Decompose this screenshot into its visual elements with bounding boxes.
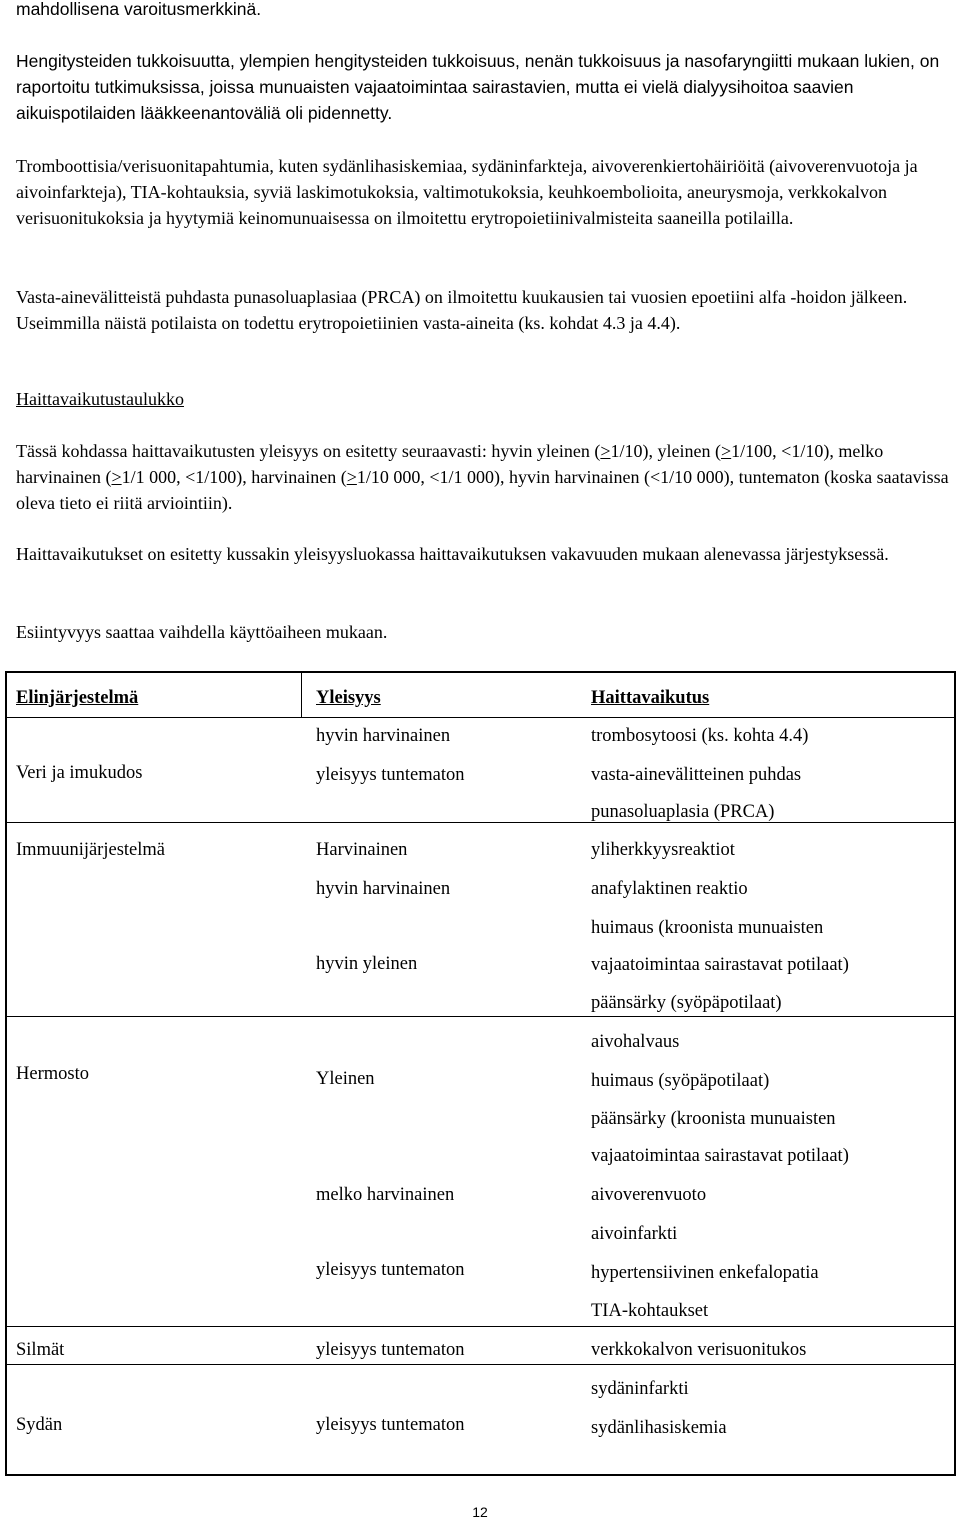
organ-blood: Veri ja imukudos: [16, 763, 143, 783]
row-divider: [7, 1364, 954, 1365]
adverse-reaction: yliherkkyysreaktiot: [591, 840, 735, 860]
paragraph-frequency-definitions: Tässä kohdassa haittavaikutusten yleisyys on esitetty seuraavasti: hyvin yleinen (>1/10), yleinen (>1/100, <1/10), melko harvinainen (>1/1 000, <1/100), harvinainen (>1/10 000, <1/1 000), hyvin harvinainen (<1/10 000), tuntematon (koska saatavissa oleva tieto ei riitä arviointiin).: [16, 441, 949, 513]
adverse-reactions-table: [5, 671, 956, 1476]
adverse-reaction: punasoluaplasia (PRCA): [591, 802, 775, 822]
frequency: hyvin yleinen: [316, 954, 418, 974]
adverse-reaction: aivohalvaus: [591, 1032, 680, 1052]
adverse-reaction: aivoverenvuoto: [591, 1185, 707, 1205]
adverse-reaction: vasta-ainevälitteinen puhdas: [591, 765, 802, 785]
adverse-reaction: huimaus (syöpäpotilaat): [591, 1071, 770, 1091]
organ-heart: Sydän: [16, 1415, 63, 1435]
adverse-reaction: anafylaktinen reaktio: [591, 879, 748, 899]
header-adverse-reaction: Haittavaikutus: [591, 688, 710, 708]
paragraph-ordering: Haittavaikutukset on esitetty kussakin yleisyysluokassa haittavaikutuksen vakavuuden mukaan alenevassa järjestyksessä.: [16, 544, 889, 564]
adverse-reaction: vajaatoimintaa sairastavat potilaat): [591, 1146, 849, 1166]
adverse-reaction: trombosytoosi (ks. kohta 4.4): [591, 726, 809, 746]
frequency: Yleinen: [316, 1069, 375, 1089]
paragraph-thrombotic: Tromboottisia/verisuonitapahtumia, kuten sydänlihasiskemiaa, sydäninfarkteja, aivoverenkiertohäiriöitä (aivoverenvuotoja ja aivoinfarkteja), TIA-kohtauksia, syviä laskimotukoksia, valtimotukoksia, keuhkoembolioita, aneurysmoja, verkkokalvon verisuonitukoksia ja hyytymiä keinomunuaisessa on ilmoitettu erytropoietiinivalmisteita saaneilla potilailla.: [16, 156, 918, 228]
page-number: 12: [472, 1504, 488, 1520]
row-divider: [7, 1326, 954, 1327]
organ-eye: Silmät: [16, 1340, 65, 1360]
row-divider: [7, 1016, 954, 1017]
adverse-reaction: aivoinfarkti: [591, 1224, 678, 1244]
header-organ: Elinjärjestelmä: [16, 688, 139, 708]
frequency: yleisyys tuntematon: [316, 1340, 465, 1360]
frequency: hyvin harvinainen: [316, 879, 451, 899]
adverse-reaction: sydäninfarkti: [591, 1379, 689, 1399]
paragraph-continuation: mahdollisena varoitusmerkkinä.: [16, 0, 262, 19]
frequency: yleisyys tuntematon: [316, 1415, 465, 1435]
paragraph-prca: Vasta-ainevälitteistä puhdasta punasoluaplasiaa (PRCA) on ilmoitettu kuukausien tai vuosien epoetiini alfa -hoidon jälkeen. Useimmilla näistä potilaista on todettu erytropoietiinien vasta-aineita (ks. kohdat 4.3 ja 4.4).: [16, 287, 908, 333]
adverse-reaction: päänsärky (syöpäpotilaat): [591, 993, 782, 1013]
row-divider: [7, 822, 954, 823]
adverse-reaction: hypertensiivinen enkefalopatia: [591, 1263, 819, 1283]
paragraph-variation: Esiintyvyys saattaa vaihdella käyttöaiheen mukaan.: [16, 622, 388, 642]
adverse-reaction: verkkokalvon verisuonitukos: [591, 1340, 807, 1360]
adverse-reaction: päänsärky (kroonista munuaisten: [591, 1109, 836, 1129]
column-divider: [301, 673, 302, 717]
organ-immune: Immuunijärjestelmä: [16, 840, 165, 860]
adverse-reaction: vajaatoimintaa sairastavat potilaat): [591, 955, 849, 975]
frequency: yleisyys tuntematon: [316, 1260, 465, 1280]
header-frequency: Yleisyys: [316, 688, 381, 708]
frequency: hyvin harvinainen: [316, 726, 451, 746]
frequency: Harvinainen: [316, 840, 408, 860]
adverse-reaction: huimaus (kroonista munuaisten: [591, 918, 824, 938]
frequency: melko harvinainen: [316, 1185, 455, 1205]
adverse-reaction: sydänlihasiskemia: [591, 1418, 727, 1438]
organ-nervous: Hermosto: [16, 1064, 89, 1084]
frequency: yleisyys tuntematon: [316, 765, 465, 785]
row-divider: [7, 717, 954, 718]
section-heading: Haittavaikutustaulukko: [16, 389, 184, 409]
adverse-reaction: TIA-kohtaukset: [591, 1301, 709, 1321]
paragraph-respiratory: Hengitysteiden tukkoisuutta, ylempien hengitysteiden tukkoisuus, nenän tukkoisuus ja nasofaryngiitti mukaan lukien, on raportoitu tutkimuksissa, joissa munuaisten vajaatoimintaa sairastavien, mutta ei vielä dialyysihoitoa saavien aikuispotilaiden lääkkeenantoväliä oli pidennetty.: [16, 51, 940, 123]
